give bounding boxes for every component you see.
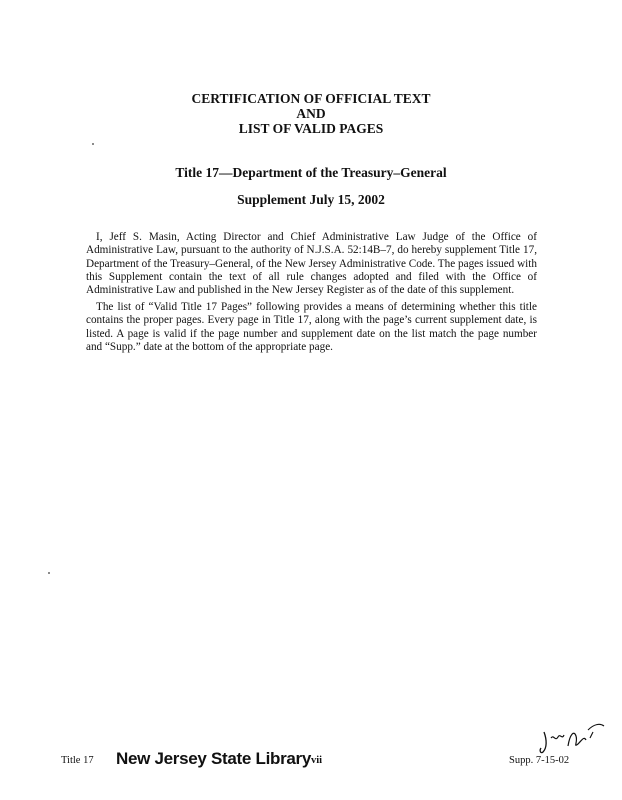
supplement-date: Supp. 7-15-02 — [509, 755, 570, 766]
supplement-heading: Supplement July 15, 2002 — [237, 192, 385, 207]
page-number: vii — [311, 755, 323, 766]
title-heading: Title 17—Department of the Treasury–General — [175, 165, 447, 180]
library-watermark: New Jersey State Library — [116, 749, 312, 768]
valid-pages-heading: LIST OF VALID PAGES — [238, 121, 384, 136]
page-footer — [0, 748, 622, 778]
valid-pages-paragraph — [86, 301, 537, 354]
scan-speck — [48, 572, 50, 574]
certification-heading: CERTIFICATION OF OFFICIAL TEXT — [191, 91, 431, 106]
certification-paragraph — [86, 231, 537, 297]
scan-speck — [92, 143, 94, 145]
paragraph-text: The list of “Valid Title 17 Pages” following provides a means of determining whether this title contains the proper pages. Every page in Title 17, along with the page’s current supplement date, is listed. A page is valid if the page number and supplement date on the list match the page number and “Supp.” date at the bottom of the appropriate page. — [86, 301, 537, 353]
heading-and: AND — [296, 106, 326, 121]
footer-title: Title 17 — [61, 755, 94, 766]
paragraph-text: I, Jeff S. Masin, Acting Director and Chief Administrative Law Judge of the Office of Administrative Law, pursuant to the authority of N.J.S.A. 52:14B–7, do hereby supplement Title 17, Department of the Treasury–General, of the New Jersey Administrative Code. The pages issued with this Supplement contain the text of all rule changes adopted and filed with the Office of Administrative Law and published in the New Jersey Register as of the date of this supplement. — [86, 231, 537, 297]
